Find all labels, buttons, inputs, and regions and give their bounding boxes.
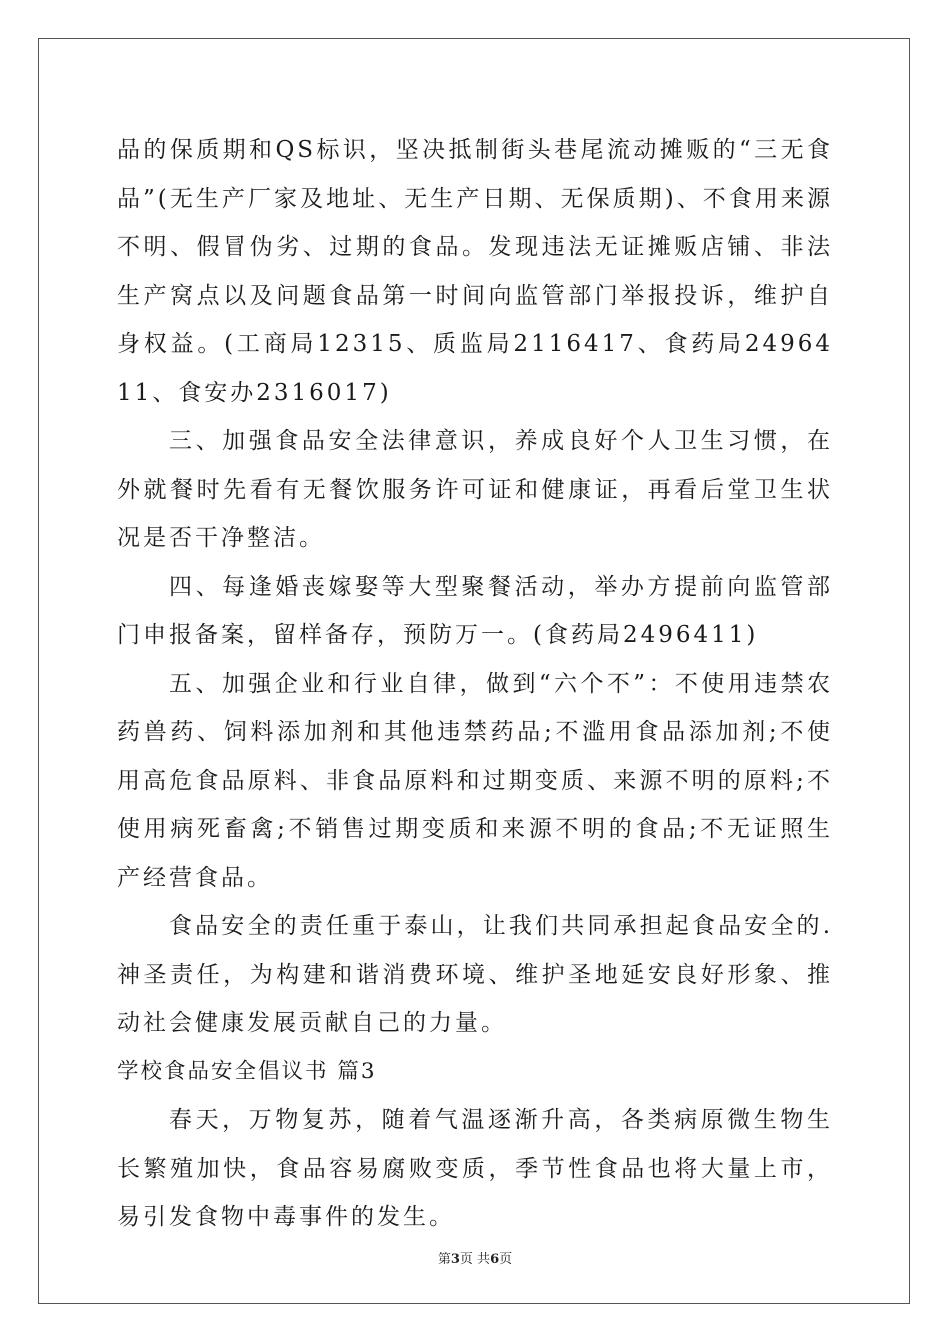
current-page-number: 3: [450, 1252, 460, 1267]
paragraph-continued: 品的保质期和QS标识，坚决抵制街头巷尾流动摊贩的“三无食品”(无生产厂家及地址、无生产日期、无保质期)、不食用来源不明、假冒伪劣、过期的食品。发现违法无证摊贩店铺、非法生产窝点以及问题食品第一时间向监管部门举报投诉，维护自身权益。(工商局12315、质监局2116417、食药局2496411、食安办2316017): [117, 137, 833, 406]
total-pages-number: 6: [490, 1252, 500, 1267]
page-mid: 页 共: [459, 1252, 491, 1267]
paragraph-closing: 食品安全的责任重于泰山，让我们共同承担起食品安全的.神圣责任，为构建和谐消费环境、维护圣地延安良好形象、推动社会健康发展贡献自己的力量。: [117, 913, 833, 1036]
page-prefix: 第: [437, 1252, 451, 1267]
page-suffix: 页: [499, 1252, 513, 1267]
paragraph-item-4: 四、每逢婚丧嫁娶等大型聚餐活动，举办方提前向监管部门申报备案，留样备存，预防万一。(食药局2496411): [117, 573, 833, 648]
paragraph-item-3: 三、加强食品安全法律意识，养成良好个人卫生习惯，在外就餐时先看有无餐饮服务许可证和健康证，再看后堂卫生状况是否干净整洁。: [117, 428, 833, 551]
page-footer: [0, 1248, 950, 1267]
paragraph-item-5: 五、加强企业和行业自律，做到“六个不”：不使用违禁农药兽药、饲料添加剂和其他违禁药品;不滥用食品添加剂;不使用高危食品原料、非食品原料和过期变质、来源不明的原料;不使用病死畜禽;不销售过期变质和来源不明的食品;不无证照生产经营食品。: [117, 670, 833, 891]
section-paragraph: 春天，万物复苏，随着气温逐渐升高，各类病原微生物生长繁殖加快，食品容易腐败变质，季节性食品也将大量上市，易引发食物中毒事件的发生。: [117, 1107, 833, 1230]
document-body: [117, 126, 833, 1242]
section-heading: 学校食品安全倡议书 篇3: [117, 1058, 377, 1084]
